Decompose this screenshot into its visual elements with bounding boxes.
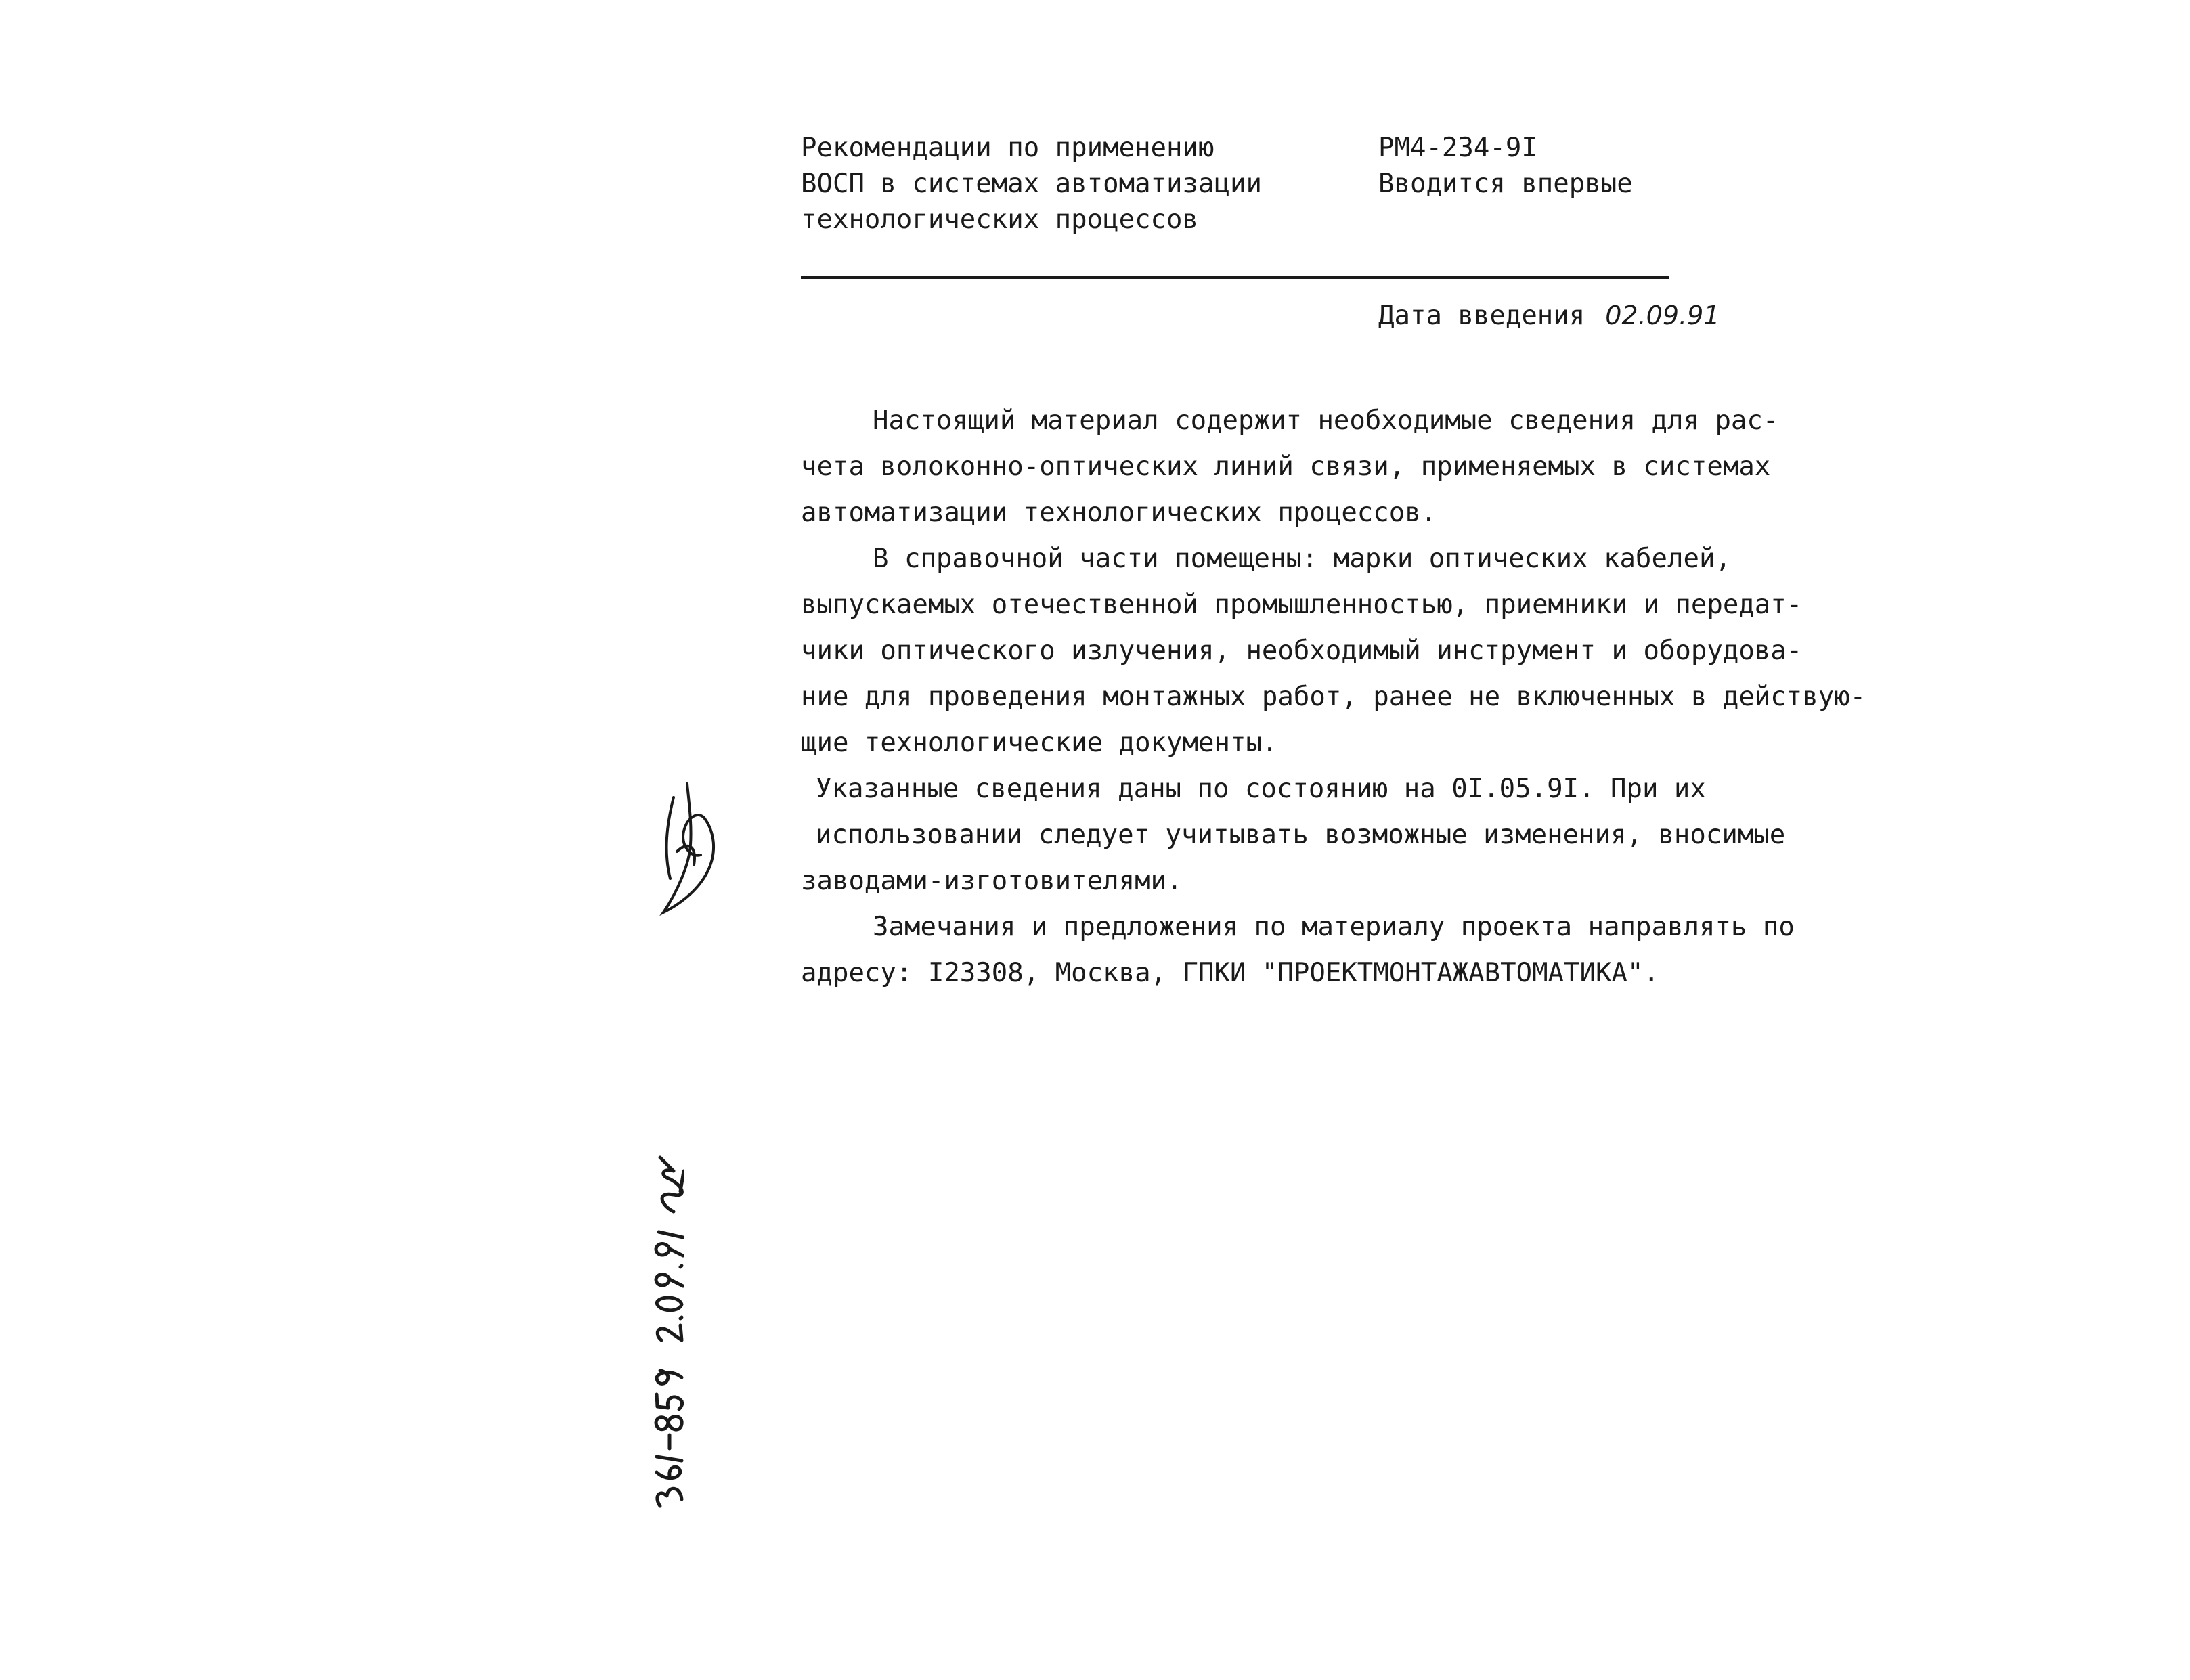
body-line: автоматизации технологических процессов. [801, 498, 1437, 528]
body-line: Замечания и предложения по материалу проекта направлять по [873, 912, 1795, 942]
body-line: Настоящий материал содержит необходимые сведения для рас- [873, 405, 1779, 436]
title-line: Рекомендации по применению [801, 133, 1214, 163]
document-status: Вводится впервые [1378, 169, 1633, 199]
document-code-block [1378, 130, 1633, 202]
introduction-date-label: Дата введения [1378, 301, 1585, 331]
body-line: ние для проведения монтажных работ, ранее не включенных в действую- [801, 682, 1866, 712]
document-code: РМ4-234-9I [1378, 133, 1537, 163]
body-line: щие технологические документы. [801, 728, 1278, 758]
body-line: адресу: I23308, Москва, ГПКИ "ПРОЕКТМОНТАЖАВТОМАТИКА". [801, 958, 1659, 988]
title-line: технологических процессов [801, 204, 1198, 235]
handwritten-registration-note [589, 1110, 684, 1516]
body-line: Указанные сведения даны по состоянию на 0I.05.9I. При их [816, 774, 1706, 804]
introduction-date-value: 02.09.91 [1605, 301, 1720, 330]
introduction-date [1378, 298, 1720, 334]
document-body [801, 398, 1866, 996]
body-line: В справочной части помещены: марки оптических кабелей, [873, 544, 1731, 574]
body-line: выпускаемых отечественной промышленностью, приемники и передат- [801, 590, 1803, 620]
body-line: чета волоконно-оптических линий связи, применяемых в системах [801, 451, 1771, 482]
handwritten-signature [650, 777, 731, 926]
body-line: заводами-изготовителями. [801, 866, 1183, 896]
document-title [801, 130, 1262, 238]
body-line: использовании следует учитывать возможные изменения, вносимые [816, 820, 1786, 850]
body-line: чики оптического излучения, необходимый инструмент и оборудова- [801, 636, 1803, 666]
header-divider [801, 276, 1669, 279]
title-line: ВОСП в системах автоматизации [801, 169, 1262, 199]
